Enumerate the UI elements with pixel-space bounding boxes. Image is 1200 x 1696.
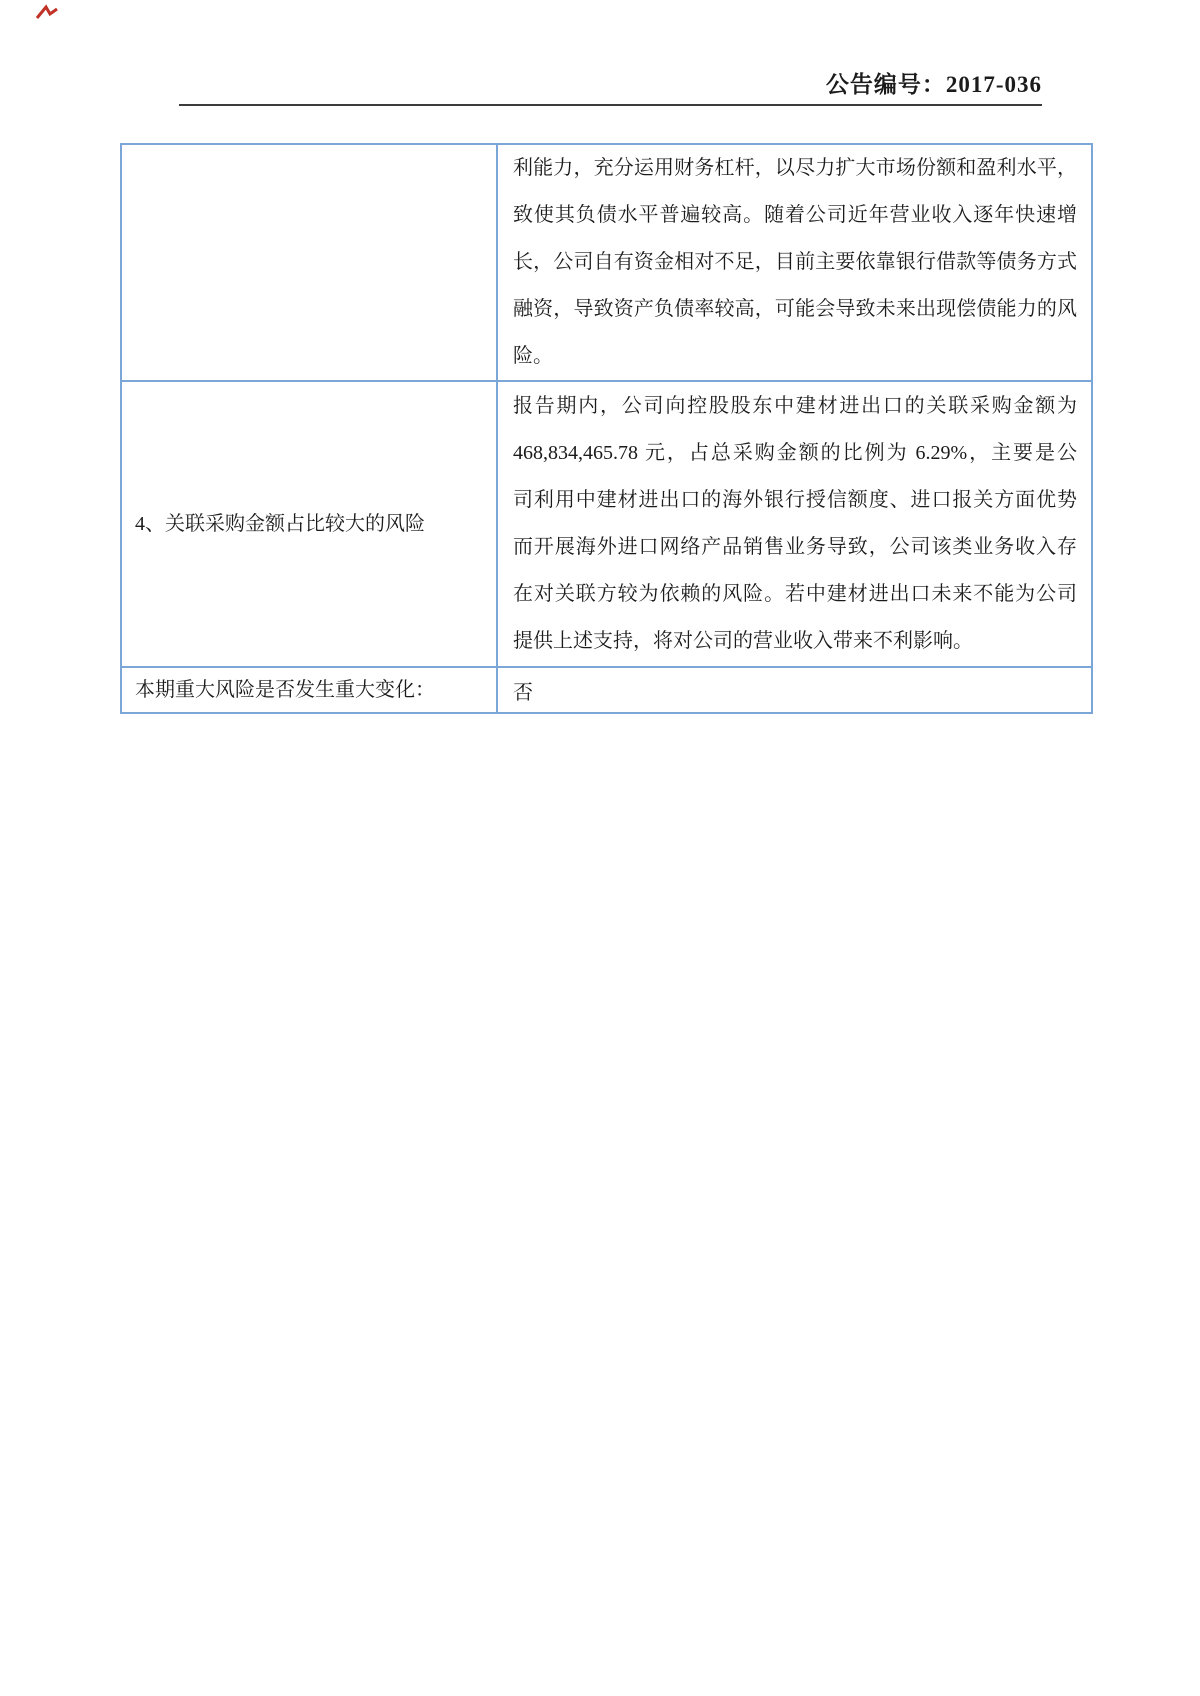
row-label-cell (122, 668, 498, 712)
table-row-risk-3-continued (122, 145, 1091, 380)
text-line: 险。 (513, 345, 553, 367)
row-content-text (513, 145, 1077, 380)
row-label: 4、关联采购金额占比较大的风险 (135, 513, 425, 535)
text-line: 致使其负债水平普遍较高。随着公司近年营业收入逐年快速增 (513, 204, 1077, 226)
row-content-cell (498, 668, 1091, 712)
text-line: 报告期内，公司向控股股东中建材进出口的关联采购金额为 (513, 395, 1077, 417)
text-line: 司利用中建材进出口的海外银行授信额度、进口报关方面优势 (513, 489, 1077, 511)
row-content-cell (498, 382, 1091, 666)
row-content-text (513, 676, 533, 705)
row-label: 本期重大风险是否发生重大变化： (135, 679, 435, 701)
text-line: 提供上述支持，将对公司的营业收入带来不利影响。 (513, 630, 973, 652)
text-line: 长，公司自有资金相对不足，目前主要依靠银行借款等债务方式 (513, 251, 1077, 273)
text-line: 否 (513, 681, 533, 704)
row-label-cell (122, 382, 498, 666)
corner-stamp-icon (34, 4, 60, 24)
text-line: 468,834,465.78 元，占总采购金额的比例为 6.29%，主要是公 (513, 442, 1077, 464)
announcement-number: 公告编号：2017-036 (825, 72, 1042, 97)
text-line: 融资，导致资产负债率较高，可能会导致未来出现偿债能力的风 (513, 298, 1077, 320)
page-header (179, 66, 1042, 99)
row-label-cell (122, 145, 498, 380)
risk-table (120, 143, 1093, 714)
table-row-major-change (122, 666, 1091, 712)
corner-stamp-glyph (34, 4, 60, 24)
text-line: 而开展海外进口网络产品销售业务导致，公司该类业务收入存 (513, 536, 1077, 558)
row-content-text (513, 383, 1077, 665)
header-rule (179, 104, 1042, 106)
text-line: 利能力，充分运用财务杠杆，以尽力扩大市场份额和盈利水平， (513, 157, 1077, 179)
text-line: 在对关联方较为依赖的风险。若中建材进出口未来不能为公司 (513, 583, 1077, 605)
row-content-cell (498, 145, 1091, 380)
table-row-risk-4 (122, 380, 1091, 666)
